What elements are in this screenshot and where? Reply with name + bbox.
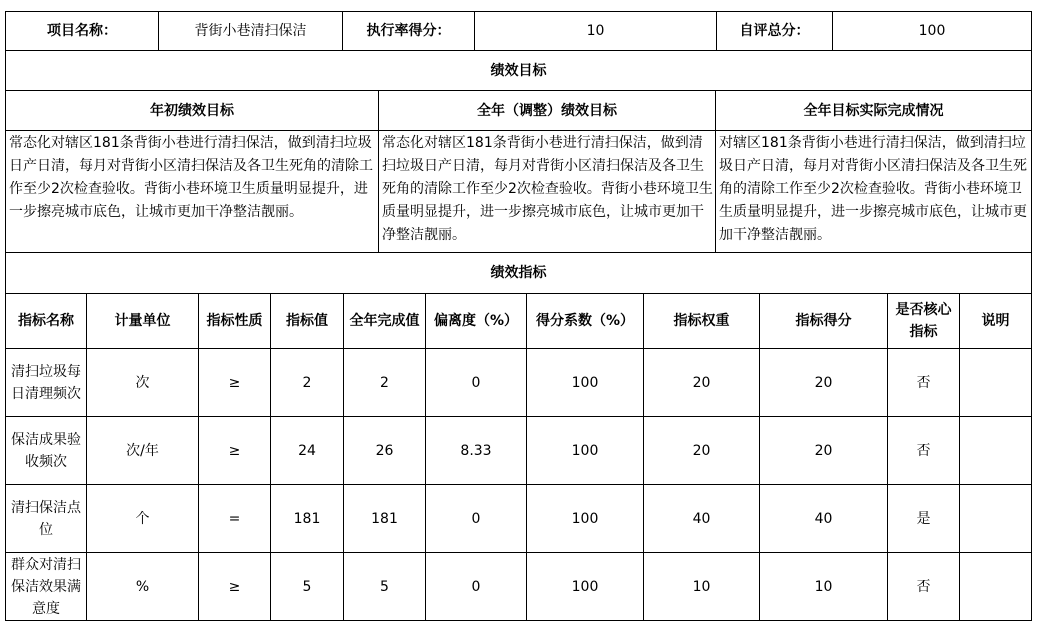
- header-indicator-name: 指标名称: [5, 293, 87, 349]
- exec-rate-label: 执行率得分：: [342, 11, 475, 51]
- row3-score-coefficient: 100: [526, 484, 644, 553]
- goals-col-initial: 年初绩效目标: [5, 90, 379, 131]
- row1-deviation: 0: [425, 348, 527, 417]
- row1-actual-value: 2: [343, 348, 426, 417]
- row2-indicator-name: 保洁成果验收频次: [5, 416, 87, 485]
- row4-score-coefficient: 100: [526, 552, 644, 621]
- row4-is-core: 否: [887, 552, 960, 621]
- row3-is-core: 是: [887, 484, 960, 553]
- row4-unit: %: [86, 552, 199, 621]
- row1-score: 20: [759, 348, 888, 417]
- row2-notes: [959, 416, 1032, 485]
- row2-score-coefficient: 100: [526, 416, 644, 485]
- goals-text-initial: 常态化对辖区181条背街小巷进行清扫保洁，做到清扫垃圾日产日清，每月对背街小区清扫保洁及各卫生死角的清除工作至少2次检查验收。背街小巷环境卫生质量明显提升，进一步擦亮城市底色，让城市更加干净整洁靓丽。: [5, 130, 379, 253]
- goals-section-title: 绩效目标: [5, 50, 1032, 91]
- row2-deviation: 8.33: [425, 416, 527, 485]
- self-eval-label: 自评总分：: [716, 11, 833, 51]
- row3-indicator-name: 清扫保洁点位: [5, 484, 87, 553]
- row4-target-value: 5: [270, 552, 344, 621]
- row3-nature: =: [198, 484, 271, 553]
- row2-unit: 次/年: [86, 416, 199, 485]
- row1-nature: ≥: [198, 348, 271, 417]
- row3-actual-value: 181: [343, 484, 426, 553]
- header-score-coefficient: 得分系数（%）: [526, 293, 644, 349]
- row1-target-value: 2: [270, 348, 344, 417]
- goals-col-adjusted: 全年（调整）绩效目标: [378, 90, 716, 131]
- header-weight: 指标权重: [643, 293, 760, 349]
- row2-actual-value: 26: [343, 416, 426, 485]
- header-notes: 说明: [959, 293, 1032, 349]
- row4-weight: 10: [643, 552, 760, 621]
- row2-score: 20: [759, 416, 888, 485]
- row3-weight: 40: [643, 484, 760, 553]
- row2-nature: ≥: [198, 416, 271, 485]
- row4-nature: ≥: [198, 552, 271, 621]
- header-unit: 计量单位: [86, 293, 199, 349]
- row3-score: 40: [759, 484, 888, 553]
- row4-deviation: 0: [425, 552, 527, 621]
- row1-score-coefficient: 100: [526, 348, 644, 417]
- goals-text-actual: 对辖区181条背街小巷进行清扫保洁，做到清扫垃圾日产日清，每月对背街小区清扫保洁及各卫生死角的清除工作至少2次检查验收。背街小巷环境卫生质量明显提升，进一步擦亮城市底色，让城市更加干净整洁靓丽。: [715, 130, 1032, 253]
- row2-target-value: 24: [270, 416, 344, 485]
- header-actual-value: 全年完成值: [343, 293, 426, 349]
- row3-notes: [959, 484, 1032, 553]
- goals-text-adjusted: 常态化对辖区181条背街小巷进行清扫保洁，做到清扫垃圾日产日清，每月对背街小区清扫保洁及各卫生死角的清除工作至少2次检查验收。背街小巷环境卫生质量明显提升，进一步擦亮城市底色，让城市更加干净整洁靓丽。: [378, 130, 716, 253]
- row4-actual-value: 5: [343, 552, 426, 621]
- exec-rate-score: 10: [474, 11, 717, 51]
- header-nature: 指标性质: [198, 293, 271, 349]
- header-score: 指标得分: [759, 293, 888, 349]
- row3-target-value: 181: [270, 484, 344, 553]
- row3-unit: 个: [86, 484, 199, 553]
- header-deviation: 偏离度（%）: [425, 293, 527, 349]
- row4-notes: [959, 552, 1032, 621]
- indicators-section-title: 绩效指标: [5, 252, 1032, 294]
- row1-weight: 20: [643, 348, 760, 417]
- row3-deviation: 0: [425, 484, 527, 553]
- project-name-value: 背街小巷清扫保洁: [158, 11, 343, 51]
- row1-notes: [959, 348, 1032, 417]
- row4-indicator-name: 群众对清扫保洁效果满意度: [5, 552, 87, 621]
- header-target-value: 指标值: [270, 293, 344, 349]
- self-eval-score: 100: [832, 11, 1032, 51]
- project-name-label: 项目名称：: [5, 11, 159, 51]
- row4-score: 10: [759, 552, 888, 621]
- row1-indicator-name: 清扫垃圾每日清理频次: [5, 348, 87, 417]
- row1-is-core: 否: [887, 348, 960, 417]
- row2-weight: 20: [643, 416, 760, 485]
- header-is-core: 是否核心指标: [887, 293, 960, 349]
- goals-col-actual: 全年目标实际完成情况: [715, 90, 1032, 131]
- row2-is-core: 否: [887, 416, 960, 485]
- row1-unit: 次: [86, 348, 199, 417]
